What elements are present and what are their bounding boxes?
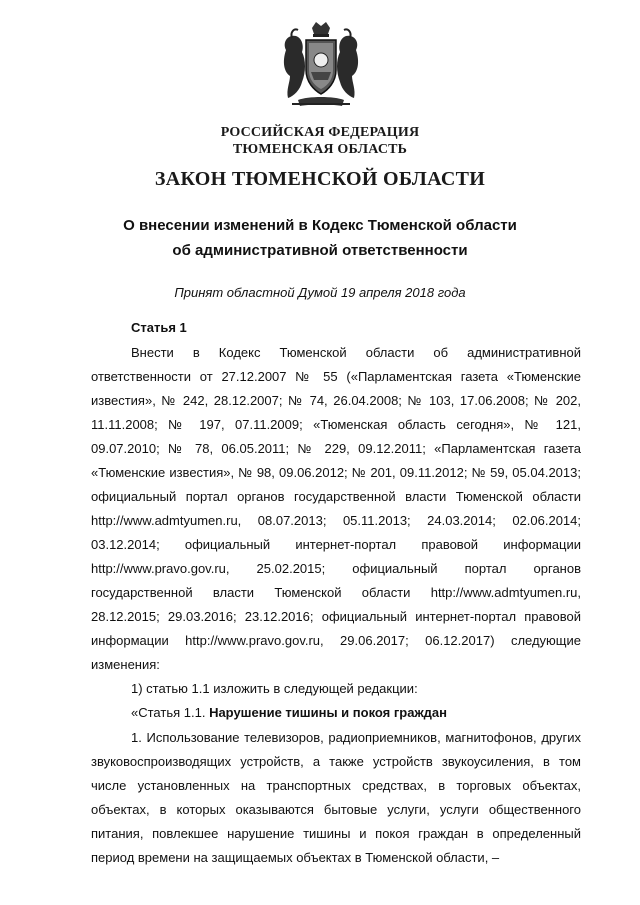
body-line: официальный портал органов государственной власти Тюменской области bbox=[91, 489, 581, 504]
body-line: государственной власти Тюменской области http://www.admtyumen.ru, bbox=[91, 585, 581, 600]
body-line: http://www.pravo.gov.ru, 25.02.2015; официальный портал органов bbox=[91, 561, 581, 576]
article-heading-text: Статья 1 bbox=[131, 320, 187, 335]
para-line: объектах, в которых оказываются бытовые услуги, услуги общественного bbox=[91, 802, 581, 817]
article-heading bbox=[131, 320, 187, 336]
body-line: «Тюменские известия», № 98, 09.06.2012; № 201, 09.11.2012; № 59, 05.04.2013; bbox=[91, 465, 581, 480]
item-1: 1) статью 1.1 изложить в следующей редакции: bbox=[131, 681, 418, 696]
law-title-line-1: О внесении изменений в Кодекс Тюменской области bbox=[123, 217, 517, 234]
body-line: 11.11.2008; № 197, 07.11.2009; «Тюменская область сегодня», № 121, bbox=[91, 417, 581, 432]
law-title-line-2: об административной ответственности bbox=[172, 242, 468, 259]
para-line: питания, повлекшее нарушение тишины и покоя граждан в определенный bbox=[91, 826, 581, 841]
body-line: изменения: bbox=[91, 657, 160, 672]
new-article-title: Нарушение тишины и покоя граждан bbox=[209, 705, 448, 720]
para-line: 1. Использование телевизоров, радиоприемников, магнитофонов, других bbox=[131, 730, 581, 745]
para-line: звуковоспроизводящих устройств, а также устройств звукоусиления, в том bbox=[91, 754, 581, 769]
coat-of-arms-emblem bbox=[278, 20, 364, 112]
body-line: http://www.admtyumen.ru, 08.07.2013; 05.11.2013; 24.03.2014; 02.06.2014; bbox=[91, 513, 581, 528]
header-region: ТЮМЕНСКАЯ ОБЛАСТЬ bbox=[232, 142, 408, 157]
body-line: ответственности от 27.12.2007 № 55 («Парламентская газета «Тюменские bbox=[91, 369, 581, 384]
body-line: 28.12.2015; 29.03.2016; 23.12.2016; официальный интернет-портал правовой bbox=[91, 609, 581, 624]
new-article-heading bbox=[131, 705, 447, 721]
body-line: информации http://www.pravo.gov.ru, 29.06.2017; 06.12.2017) следующие bbox=[91, 633, 581, 648]
header-country: РОССИЙСКАЯ ФЕДЕРАЦИЯ bbox=[220, 125, 420, 140]
body-line: Внести в Кодекс Тюменской области об административной bbox=[131, 345, 581, 360]
body-line: известия», № 242, 28.12.2007; № 74, 26.04.2008; № 103, 17.06.2008; № 202, bbox=[91, 393, 581, 408]
adoption-note: Принят областной Думой 19 апреля 2018 года bbox=[174, 285, 466, 300]
new-article-prefix: «Статья 1.1. bbox=[131, 705, 206, 720]
body-line: 03.12.2014; официальный интернет-портал правовой информации bbox=[91, 537, 581, 552]
para-line: числе установленных на транспортных средствах, в торговых объектах, bbox=[91, 778, 581, 793]
para-line: период времени на защищаемых объектах в Тюменской области, – bbox=[91, 850, 500, 865]
body-line: 09.07.2010; № 78, 06.05.2011; № 229, 09.12.2011; «Парламентская газета bbox=[91, 441, 581, 456]
law-heading: ЗАКОН ТЮМЕНСКОЙ ОБЛАСТИ bbox=[154, 168, 486, 190]
